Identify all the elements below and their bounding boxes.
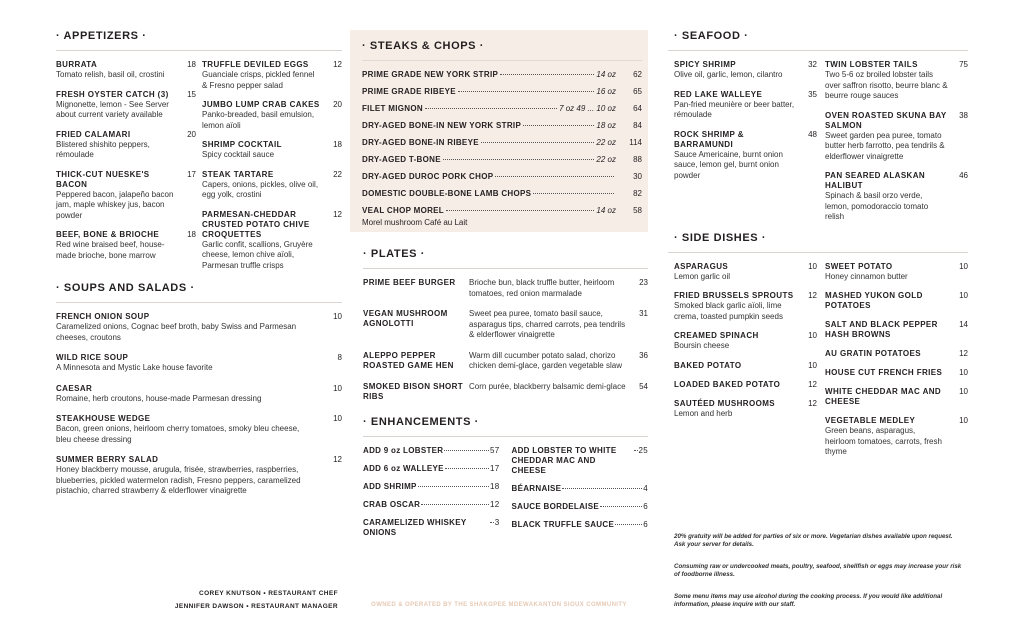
menu-item-name: MASHED YUKON GOLD POTATOES bbox=[825, 291, 923, 310]
menu-item-name: JUMBO LUMP CRAB CAKES bbox=[202, 100, 320, 109]
enhancement-item bbox=[512, 502, 649, 512]
menu-item-body bbox=[674, 361, 797, 371]
menu-item bbox=[56, 170, 196, 222]
menu-item-price: 22 bbox=[333, 169, 342, 179]
menu-item-price: 12 bbox=[808, 291, 817, 300]
menu-item-description: Mignonette, lemon - See Server about current variety available bbox=[56, 99, 169, 119]
plate-item bbox=[363, 309, 648, 341]
menu-item bbox=[56, 384, 342, 405]
chef-credit: COREY KNUTSON • RESTAURANT CHEF bbox=[198, 590, 338, 597]
menu-item bbox=[56, 312, 342, 343]
enhancement-item bbox=[512, 484, 649, 494]
menu-item-price: 38 bbox=[959, 110, 968, 120]
menu-item bbox=[56, 60, 196, 81]
steak-row bbox=[362, 87, 642, 104]
seafood-col-right bbox=[825, 60, 968, 232]
menu-item-name: BEEF, BONE & BRIOCHE bbox=[56, 230, 160, 239]
divider bbox=[56, 302, 342, 303]
menu-item bbox=[674, 380, 817, 390]
menu-item-price: 10 bbox=[333, 312, 342, 321]
menu-item bbox=[56, 455, 342, 497]
steak-weight: 14 oz bbox=[596, 70, 616, 79]
steak-weight: 18 oz bbox=[596, 121, 616, 130]
plate-description: Sweet pea puree, tomato basil sauce, asparagus tips, charred carrots, pea tendrils & elderflower vinaigrette bbox=[469, 309, 626, 339]
divider bbox=[56, 50, 342, 51]
menu-item-description: Bacon, green onions, heirloom cherry tomatoes, smoky bleu cheese, bleu cheese dressing bbox=[56, 424, 300, 444]
plate-item bbox=[363, 278, 648, 299]
steak-row bbox=[362, 70, 642, 87]
steak-row bbox=[362, 155, 642, 172]
menu-item-name: STEAKHOUSE WEDGE bbox=[56, 414, 151, 423]
appetizers-col-right bbox=[202, 60, 342, 280]
seafood-title: · SEAFOOD · bbox=[674, 30, 749, 42]
sides-section bbox=[668, 262, 968, 467]
menu-item-description: Honey cinnamon butter bbox=[825, 271, 908, 281]
dot-leader bbox=[446, 210, 594, 211]
menu-item bbox=[56, 353, 342, 374]
steak-name: DOMESTIC DOUBLE-BONE LAMB CHOPS bbox=[362, 189, 532, 198]
steaks-box bbox=[350, 30, 648, 232]
enhancement-price: 6 bbox=[643, 501, 648, 511]
menu-item-description: Boursin cheese bbox=[674, 341, 730, 350]
enhancement-name: BLACK TRUFFLE SAUCE bbox=[511, 519, 615, 529]
enhancement-name: ADD 6 oz WALLEYE bbox=[363, 463, 444, 473]
dot-leader bbox=[615, 524, 642, 525]
menu-item-price: 12 bbox=[333, 455, 342, 464]
enhancement-name: CARAMELIZED WHISKEY ONIONS bbox=[363, 517, 467, 537]
sides-col-left bbox=[674, 262, 817, 467]
menu-item-description: Smoked black garlic aïoli, lime crema, toasted pumpkin seeds bbox=[674, 301, 783, 321]
steaks-title: · STEAKS & CHOPS · bbox=[362, 40, 485, 52]
menu-item bbox=[674, 90, 817, 121]
dot-leader bbox=[634, 450, 638, 451]
dot-leader bbox=[523, 125, 594, 126]
menu-item bbox=[674, 361, 817, 371]
menu-item-body bbox=[56, 90, 176, 121]
menu-item bbox=[202, 100, 342, 131]
steak-price: 82 bbox=[633, 189, 642, 198]
steak-price: 84 bbox=[633, 121, 642, 130]
divider bbox=[668, 50, 968, 51]
menu-item-body bbox=[56, 384, 322, 405]
appetizers-col-left bbox=[56, 60, 196, 280]
menu-item bbox=[674, 60, 817, 81]
seafood-section bbox=[668, 60, 968, 232]
menu-item-name: THICK-CUT NUESKE'S BACON bbox=[56, 169, 150, 189]
menu-item-price: 10 bbox=[333, 414, 342, 423]
dot-leader bbox=[443, 159, 595, 160]
plate-item bbox=[363, 382, 648, 402]
menu-item-name: LOADED BAKED POTATO bbox=[674, 379, 781, 389]
menu-item-price: 12 bbox=[808, 398, 817, 408]
menu-item-description: A Minnesota and Mystic Lake house favorite bbox=[56, 363, 213, 372]
menu-item bbox=[202, 60, 342, 91]
menu-item bbox=[674, 130, 817, 182]
menu-item-name: BAKED POTATO bbox=[674, 360, 742, 370]
menu-item-body bbox=[56, 130, 176, 161]
menu-item-body bbox=[56, 353, 322, 374]
dot-leader bbox=[481, 142, 595, 143]
menu-item-body bbox=[825, 368, 948, 378]
menu-item bbox=[56, 130, 196, 161]
menu-item-price: 75 bbox=[959, 60, 968, 69]
menu-item-body bbox=[674, 291, 797, 322]
menu-item-price: 35 bbox=[808, 89, 817, 99]
plate-price: 31 bbox=[639, 309, 648, 318]
menu-item-price: 15 bbox=[187, 89, 196, 99]
steak-price: 88 bbox=[633, 155, 642, 164]
steaks-list bbox=[362, 70, 642, 223]
menu-item bbox=[825, 291, 968, 311]
enhancement-price: 4 bbox=[643, 483, 648, 493]
menu-item bbox=[202, 170, 342, 201]
dot-leader bbox=[533, 193, 614, 194]
enhancement-price: 3 bbox=[494, 517, 500, 527]
steak-name: DRY-AGED BONE-IN NEW YORK STRIP bbox=[362, 121, 522, 130]
menu-item-body bbox=[202, 100, 322, 131]
plate-price: 23 bbox=[639, 278, 648, 287]
enhancements-col-right bbox=[512, 446, 649, 546]
menu-item-body bbox=[674, 399, 797, 420]
menu-item-body bbox=[825, 416, 948, 458]
menu-item-name: BURRATA bbox=[56, 60, 98, 69]
menu-item bbox=[825, 171, 968, 223]
menu-item-price: 10 bbox=[808, 261, 817, 271]
menu-item bbox=[56, 414, 342, 445]
menu-item-price: 8 bbox=[337, 353, 342, 362]
appetizers-section bbox=[56, 60, 342, 280]
menu-item-price: 46 bbox=[959, 171, 968, 180]
enhancement-item bbox=[363, 464, 500, 474]
plate-name: SMOKED BISON SHORT RIBS bbox=[363, 381, 464, 401]
plate-name: PRIME BEEF BURGER bbox=[363, 278, 456, 287]
plate-item bbox=[363, 351, 648, 372]
menu-item-name: CREAMED SPINACH bbox=[674, 331, 759, 340]
manager-credit: JENNIFER DAWSON • RESTAURANT MANAGER bbox=[174, 603, 338, 610]
dot-leader bbox=[445, 468, 489, 469]
menu-item-name: ASPARAGUS bbox=[674, 261, 729, 271]
menu-item-description: Tomato relish, basil oil, crostini bbox=[56, 70, 165, 79]
appetizers-title: · APPETIZERS · bbox=[56, 30, 147, 42]
menu-item-name: TRUFFLE DEVILED EGGS bbox=[202, 60, 309, 69]
menu-item-body bbox=[56, 455, 322, 497]
menu-item-name: SUMMER BERRY SALAD bbox=[56, 455, 159, 464]
enhancement-item bbox=[363, 500, 500, 510]
menu-item-name: RED LAKE WALLEYE bbox=[674, 89, 763, 99]
menu-item bbox=[825, 262, 968, 283]
enhancement-price: 12 bbox=[490, 499, 500, 509]
menu-item-name: STEAK TARTARE bbox=[202, 169, 274, 179]
menu-item bbox=[825, 111, 968, 163]
enhancement-item bbox=[363, 518, 500, 538]
plate-price: 54 bbox=[639, 381, 648, 391]
menu-item-body bbox=[674, 130, 797, 182]
menu-item-description: Spicy cocktail sauce bbox=[202, 150, 275, 159]
menu-item-name: SHRIMP COCKTAIL bbox=[202, 140, 282, 149]
plate-name: ALEPPO PEPPER ROASTED GAME HEN bbox=[363, 350, 454, 370]
menu-item-body bbox=[202, 170, 322, 201]
menu-item-description: Sweet garden pea puree, tomato butter herb farrotto, pea tendrils & elderflower vinaigrette bbox=[825, 130, 945, 161]
soups-title: · SOUPS AND SALADS · bbox=[56, 282, 195, 294]
menu-item-description: Green beans, asparagus, heirloom tomatoes, carrots, fresh thyme bbox=[825, 426, 942, 456]
enhancement-price: 17 bbox=[490, 463, 500, 473]
menu-item-body bbox=[56, 230, 176, 261]
dot-leader bbox=[500, 74, 594, 75]
divider bbox=[363, 268, 648, 269]
steak-name: DRY-AGED BONE-IN RIBEYE bbox=[362, 138, 479, 147]
menu-item-price: 17 bbox=[187, 169, 196, 179]
menu-item bbox=[825, 320, 968, 340]
plate-name: VEGAN MUSHROOM AGNOLOTTI bbox=[363, 309, 448, 328]
menu-item-price: 48 bbox=[808, 129, 817, 139]
menu-item-name: SAUTÉED MUSHROOMS bbox=[674, 398, 776, 408]
menu-item-name: FRIED BRUSSELS SPROUTS bbox=[674, 291, 794, 300]
menu-item-price: 10 bbox=[959, 291, 968, 300]
menu-item-body bbox=[202, 140, 322, 161]
menu-item-price: 10 bbox=[808, 360, 817, 370]
menu-item-price: 18 bbox=[333, 140, 342, 149]
menu-item-name: FRENCH ONION SOUP bbox=[56, 312, 150, 321]
menu-item-description: Peppered bacon, jalapeño bacon jam, maple whiskey jus, bacon powder bbox=[56, 189, 174, 220]
dot-leader bbox=[490, 522, 494, 523]
menu-item-description: Romaine, herb croutons, house-made Parmesan dressing bbox=[56, 393, 262, 403]
menu-item-body bbox=[674, 380, 797, 390]
menu-item-price: 10 bbox=[959, 261, 968, 271]
menu-item-price: 10 bbox=[333, 383, 342, 393]
menu-item-name: SWEET POTATO bbox=[825, 261, 893, 271]
menu-item-body bbox=[202, 210, 322, 272]
menu-item bbox=[825, 368, 968, 378]
enhancement-item bbox=[512, 520, 649, 530]
food-safety-note: Consuming raw or undercooked meats, poultry, seafood, shellfish or eggs may increase your risk of foodborne illness. bbox=[674, 563, 962, 578]
steak-name: PRIME GRADE RIBEYE bbox=[362, 87, 456, 96]
menu-item-price: 20 bbox=[333, 100, 342, 109]
menu-item-name: FRESH OYSTER CATCH (3) bbox=[56, 89, 169, 99]
steak-note: Morel mushroom Café au Lait bbox=[362, 218, 468, 227]
divider bbox=[668, 252, 968, 253]
menu-item-description: Honey blackberry mousse, arugula, frisée, strawberries, raspberries, blueberries, pickled watermelon radish, Fresno peppers, caramelized pistachio, charred strawberry & elderflower vinaigrette bbox=[56, 465, 301, 495]
steak-weight: 7 oz 49 ... 10 oz bbox=[559, 104, 616, 113]
middle-column bbox=[350, 30, 648, 546]
menu-item-body bbox=[56, 60, 176, 81]
menu-item-description: Sauce Americaine, burnt onion sauce, lemon gel, burnt onion powder bbox=[674, 149, 783, 180]
menu-item-price: 12 bbox=[959, 349, 968, 358]
menu-item-body bbox=[825, 387, 948, 407]
menu-item bbox=[202, 140, 342, 161]
menu-item-description: Pan-fried meunière or beer batter, rémoulade bbox=[674, 99, 795, 119]
enhancement-price: 18 bbox=[490, 481, 500, 491]
steak-row bbox=[362, 138, 642, 155]
menu-item-body bbox=[674, 331, 797, 352]
menu-item-description: Lemon and herb bbox=[674, 408, 733, 418]
menu-item-price: 10 bbox=[959, 416, 968, 425]
menu-item-body bbox=[825, 291, 948, 311]
menu-item-body bbox=[825, 262, 948, 283]
menu-item-price: 10 bbox=[808, 331, 817, 340]
dot-leader bbox=[495, 176, 614, 177]
seafood-col-left bbox=[674, 60, 817, 232]
menu-item bbox=[56, 90, 196, 121]
menu-item-description: Red wine braised beef, house-made brioche, bone marrow bbox=[56, 240, 165, 260]
left-column bbox=[56, 30, 342, 507]
plate-description: Brioche bun, black truffle butter, heirloom tomatoes, red onion marmalade bbox=[469, 278, 615, 298]
menu-item-price: 20 bbox=[187, 129, 196, 139]
menu-item-name: WHITE CHEDDAR MAC AND CHEESE bbox=[825, 387, 942, 406]
alcohol-note: Some menu items may use alcohol during the cooking process. If you would like additional information, please inquire with our staff. bbox=[674, 593, 943, 608]
enhancement-name: BÉARNAISE bbox=[511, 483, 562, 493]
enhancement-price: 6 bbox=[643, 519, 648, 529]
menu-item-body bbox=[825, 171, 948, 223]
menu-item-description: Olive oil, garlic, lemon, cilantro bbox=[674, 70, 783, 79]
dot-leader bbox=[425, 108, 557, 109]
steak-name: FILET MIGNON bbox=[362, 104, 423, 113]
menu-item bbox=[825, 60, 968, 102]
menu-item-body bbox=[674, 60, 797, 81]
enhancement-price: 57 bbox=[490, 445, 500, 455]
plate-price: 36 bbox=[639, 350, 648, 360]
steak-row bbox=[362, 104, 642, 121]
menu-item-description: Spinach & basil orzo verde, lemon, pomodoraccio tomato relish bbox=[825, 191, 929, 221]
menu-item bbox=[825, 416, 968, 458]
steak-price: 30 bbox=[633, 172, 642, 181]
menu-item-body bbox=[825, 60, 948, 102]
steak-weight: 22 oz bbox=[596, 138, 616, 147]
menu-item-price: 12 bbox=[333, 60, 342, 69]
steak-weight: 22 oz bbox=[596, 155, 616, 164]
enhancement-name: ADD SHRIMP bbox=[363, 481, 417, 491]
menu-item bbox=[674, 262, 817, 283]
enhancement-item bbox=[512, 446, 649, 476]
enhancements-title: · ENHANCEMENTS · bbox=[363, 415, 479, 428]
steak-name: VEAL CHOP MOREL bbox=[362, 206, 444, 215]
dot-leader bbox=[418, 486, 489, 487]
ownership-note: OWNED & OPERATED BY THE SHAKOPEE MDEWAKANTON SIOUX COMMUNITY bbox=[371, 602, 627, 608]
menu-item-name: OVEN ROASTED SKUNA BAY SALMON bbox=[825, 110, 947, 130]
menu-item-body bbox=[674, 262, 797, 283]
menu-item-name: PAN SEARED ALASKAN HALIBUT bbox=[825, 171, 926, 190]
menu-item-description: Two 5-6 oz broiled lobster tails over saffron risotto, beurre blanc & beurre rouge sauces bbox=[825, 70, 948, 100]
dot-leader bbox=[444, 450, 489, 451]
menu-item-description: Blistered shishito peppers, rémoulade bbox=[56, 139, 150, 159]
dot-leader bbox=[421, 504, 489, 505]
enhancements-col-left bbox=[363, 446, 500, 546]
menu-item bbox=[825, 349, 968, 359]
gratuity-note: 20% gratuity will be added for parties of six or more. Vegetarian dishes available upon request. Ask your server for details. bbox=[674, 533, 953, 548]
enhancement-item bbox=[363, 482, 500, 492]
dot-leader bbox=[600, 506, 642, 507]
menu-item-name: SPICY SHRIMP bbox=[674, 60, 736, 69]
menu-item-body bbox=[825, 349, 948, 359]
menu-item-name: FRIED CALAMARI bbox=[56, 129, 131, 139]
enhancement-name: CRAB OSCAR bbox=[363, 499, 421, 509]
sides-title: · SIDE DISHES · bbox=[674, 231, 767, 244]
menu-item-description: Lemon garlic oil bbox=[674, 271, 731, 281]
menu-item-price: 10 bbox=[959, 387, 968, 396]
sides-col-right bbox=[825, 262, 968, 467]
menu-item-name: TWIN LOBSTER TAILS bbox=[825, 60, 918, 69]
menu-item-name: ROCK SHRIMP & BARRAMUNDI bbox=[674, 129, 744, 149]
menu-item-description: Garlic confit, scallions, Gruyère cheese, lemon chive aïoli, Parmesan truffle crisps bbox=[202, 239, 313, 270]
steak-name: PRIME GRADE NEW YORK STRIP bbox=[362, 70, 499, 79]
menu-item-body bbox=[56, 414, 322, 445]
menu-item-name: SALT AND BLACK PEPPER HASH BROWNS bbox=[825, 320, 938, 339]
menu-item-name: CAESAR bbox=[56, 383, 93, 393]
enhancement-price: 25 bbox=[638, 445, 648, 455]
menu-item-body bbox=[825, 111, 948, 163]
menu-item-body bbox=[56, 170, 176, 222]
menu-item-description: Capers, onions, pickles, olive oil, egg yolk, crostini bbox=[202, 179, 319, 199]
steak-weight: 16 oz bbox=[596, 87, 616, 96]
steak-row bbox=[362, 172, 642, 189]
enhancements-section bbox=[363, 446, 648, 546]
menu-item-body bbox=[202, 60, 322, 91]
plates-list bbox=[363, 278, 648, 402]
menu-item bbox=[674, 331, 817, 352]
soups-section bbox=[56, 312, 342, 497]
steak-name: DRY-AGED DUROC PORK CHOP bbox=[362, 172, 494, 181]
menu-item-body bbox=[825, 320, 948, 340]
steak-price: 65 bbox=[633, 87, 642, 96]
menu-item-price: 14 bbox=[959, 320, 968, 329]
steak-price: 64 bbox=[633, 104, 642, 113]
plate-description: Warm dill cucumber potato salad, chorizo chicken demi-glace, garden vegetable slaw bbox=[469, 350, 622, 370]
menu-item-price: 12 bbox=[808, 379, 817, 389]
dot-leader bbox=[562, 488, 642, 489]
steak-price: 62 bbox=[633, 70, 642, 79]
menu-item-price: 32 bbox=[808, 60, 817, 69]
divider bbox=[362, 60, 642, 61]
dot-leader bbox=[458, 91, 595, 92]
menu-item-price: 18 bbox=[187, 60, 196, 69]
menu-item-price: 10 bbox=[959, 368, 968, 377]
divider bbox=[363, 436, 648, 437]
menu-item bbox=[674, 291, 817, 322]
menu-item bbox=[202, 210, 342, 272]
enhancement-name: SAUCE BORDELAISE bbox=[511, 501, 599, 511]
menu-item-name: PARMESAN-CHEDDAR CRUSTED POTATO CHIVE CROQUETTES bbox=[202, 209, 310, 239]
menu-item bbox=[56, 230, 196, 261]
menu-item-description: Guanciale crisps, pickled fennel & Fresno pepper salad bbox=[202, 70, 315, 90]
menu-item-price: 18 bbox=[187, 230, 196, 239]
enhancement-item bbox=[363, 446, 500, 456]
steak-price: 58 bbox=[633, 206, 642, 215]
menu-item-name: VEGETABLE MEDLEY bbox=[825, 416, 916, 425]
steak-name: DRY-AGED T-BONE bbox=[362, 155, 441, 164]
steak-row bbox=[362, 121, 642, 138]
menu-item-name: HOUSE CUT FRENCH FRIES bbox=[825, 368, 943, 377]
steak-price: 114 bbox=[629, 138, 642, 147]
menu-item-name: AU GRATIN POTATOES bbox=[825, 349, 921, 358]
enhancement-name: ADD 9 oz LOBSTER bbox=[363, 445, 444, 455]
menu-item-price: 12 bbox=[333, 209, 342, 219]
menu-item-body bbox=[674, 90, 797, 121]
menu-item-description: Caramelized onions, Cognac beef broth, baby Swiss and Parmesan cheeses, croutons bbox=[56, 322, 297, 342]
menu-item bbox=[825, 387, 968, 407]
steak-row bbox=[362, 189, 642, 206]
menu-item-name: WILD RICE SOUP bbox=[56, 353, 129, 362]
menu-item-body bbox=[56, 312, 322, 343]
right-column bbox=[668, 30, 968, 467]
menu-item bbox=[674, 399, 817, 420]
menu-item-description: Panko-breaded, basil emulsion, lemon aïoli bbox=[202, 110, 315, 130]
enhancement-name: ADD LOBSTER TO WHITE CHEDDAR MAC AND CHEESE bbox=[511, 445, 617, 475]
steak-weight: 14 oz bbox=[596, 206, 616, 215]
plates-title: · PLATES · bbox=[363, 248, 426, 260]
plate-description: Corn purée, blackberry balsamic demi-glace bbox=[469, 381, 626, 391]
